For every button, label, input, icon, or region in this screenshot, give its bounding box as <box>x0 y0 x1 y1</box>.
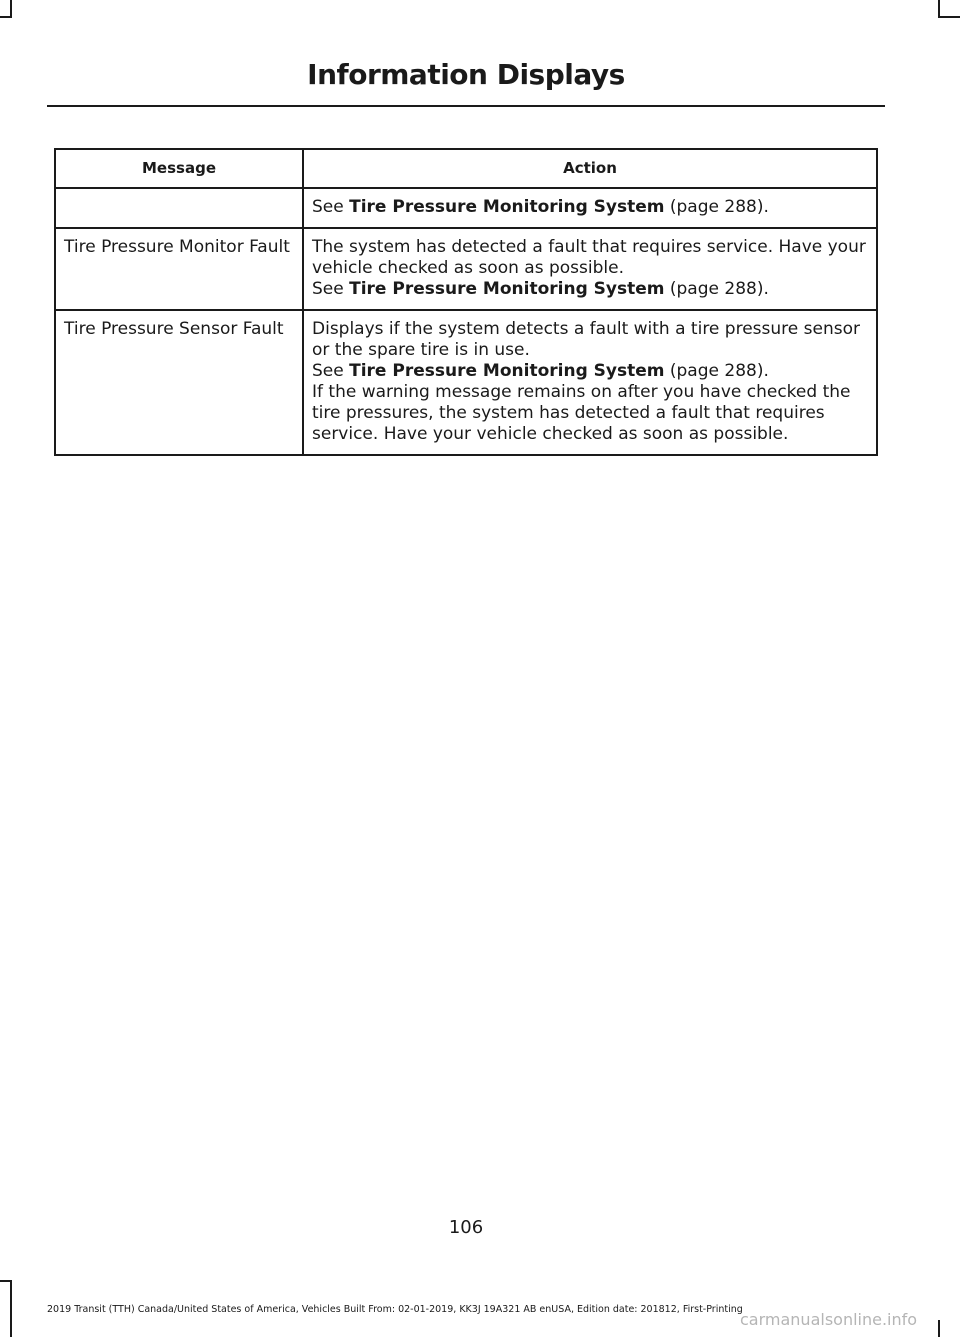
see-prefix: See <box>312 361 350 381</box>
message-cell: Tire Pressure Monitor Fault <box>55 228 303 310</box>
table-row <box>55 188 877 228</box>
action-line <box>312 197 868 218</box>
action-line <box>312 279 868 300</box>
cross-reference-link[interactable]: Tire Pressure Monitoring System <box>349 361 665 381</box>
action-cell <box>303 228 877 310</box>
page-reference: (page 288). <box>664 197 769 217</box>
cross-reference-link[interactable]: Tire Pressure Monitoring System <box>349 197 665 217</box>
crop-mark-top-right <box>938 16 960 18</box>
column-header-action: Action <box>303 149 877 188</box>
crop-mark-top-left <box>0 16 12 18</box>
action-text: Displays if the system detects a fault with a tire pressure sensor or the spare tire is in use. <box>312 319 860 360</box>
action-line <box>312 361 868 382</box>
action-text: If the warning message remains on after you have checked the tire pressures, the system has detected a fault that requires service. Have your vehicle checked as soon as possible. <box>312 382 851 444</box>
cross-reference-link[interactable]: Tire Pressure Monitoring System <box>349 279 665 299</box>
page-reference: (page 288). <box>664 361 769 381</box>
action-cell <box>303 310 877 455</box>
column-header-message: Message <box>55 149 303 188</box>
see-prefix: See <box>312 197 350 217</box>
table-row <box>55 310 877 455</box>
action-text: The system has detected a fault that requires service. Have your vehicle checked as soon as possible. <box>312 237 866 278</box>
message-table <box>54 148 878 456</box>
message-cell: Tire Pressure Sensor Fault <box>55 310 303 455</box>
footer-text: 2019 Transit (TTH) Canada/United States of America, Vehicles Built From: 02-01-2019, KK3J 19A321 AB enUSA, Edition date: 201812, First-Printing <box>47 1304 743 1315</box>
see-prefix: See <box>312 279 350 299</box>
crop-mark-top-right <box>938 0 940 16</box>
crop-mark-bottom-right <box>938 1320 940 1337</box>
crop-mark-bottom-left <box>10 1280 12 1337</box>
title-divider <box>47 105 885 107</box>
crop-mark-top-left <box>10 0 12 16</box>
table-header-row <box>55 149 877 188</box>
message-cell <box>55 188 303 228</box>
crop-mark-bottom-left <box>0 1280 12 1282</box>
page-number: 106 <box>448 1217 484 1238</box>
page-reference: (page 288). <box>664 279 769 299</box>
table-row <box>55 228 877 310</box>
watermark: carmanualsonline.info <box>740 1310 918 1329</box>
page-title: Information Displays <box>307 58 625 91</box>
action-cell <box>303 188 877 228</box>
